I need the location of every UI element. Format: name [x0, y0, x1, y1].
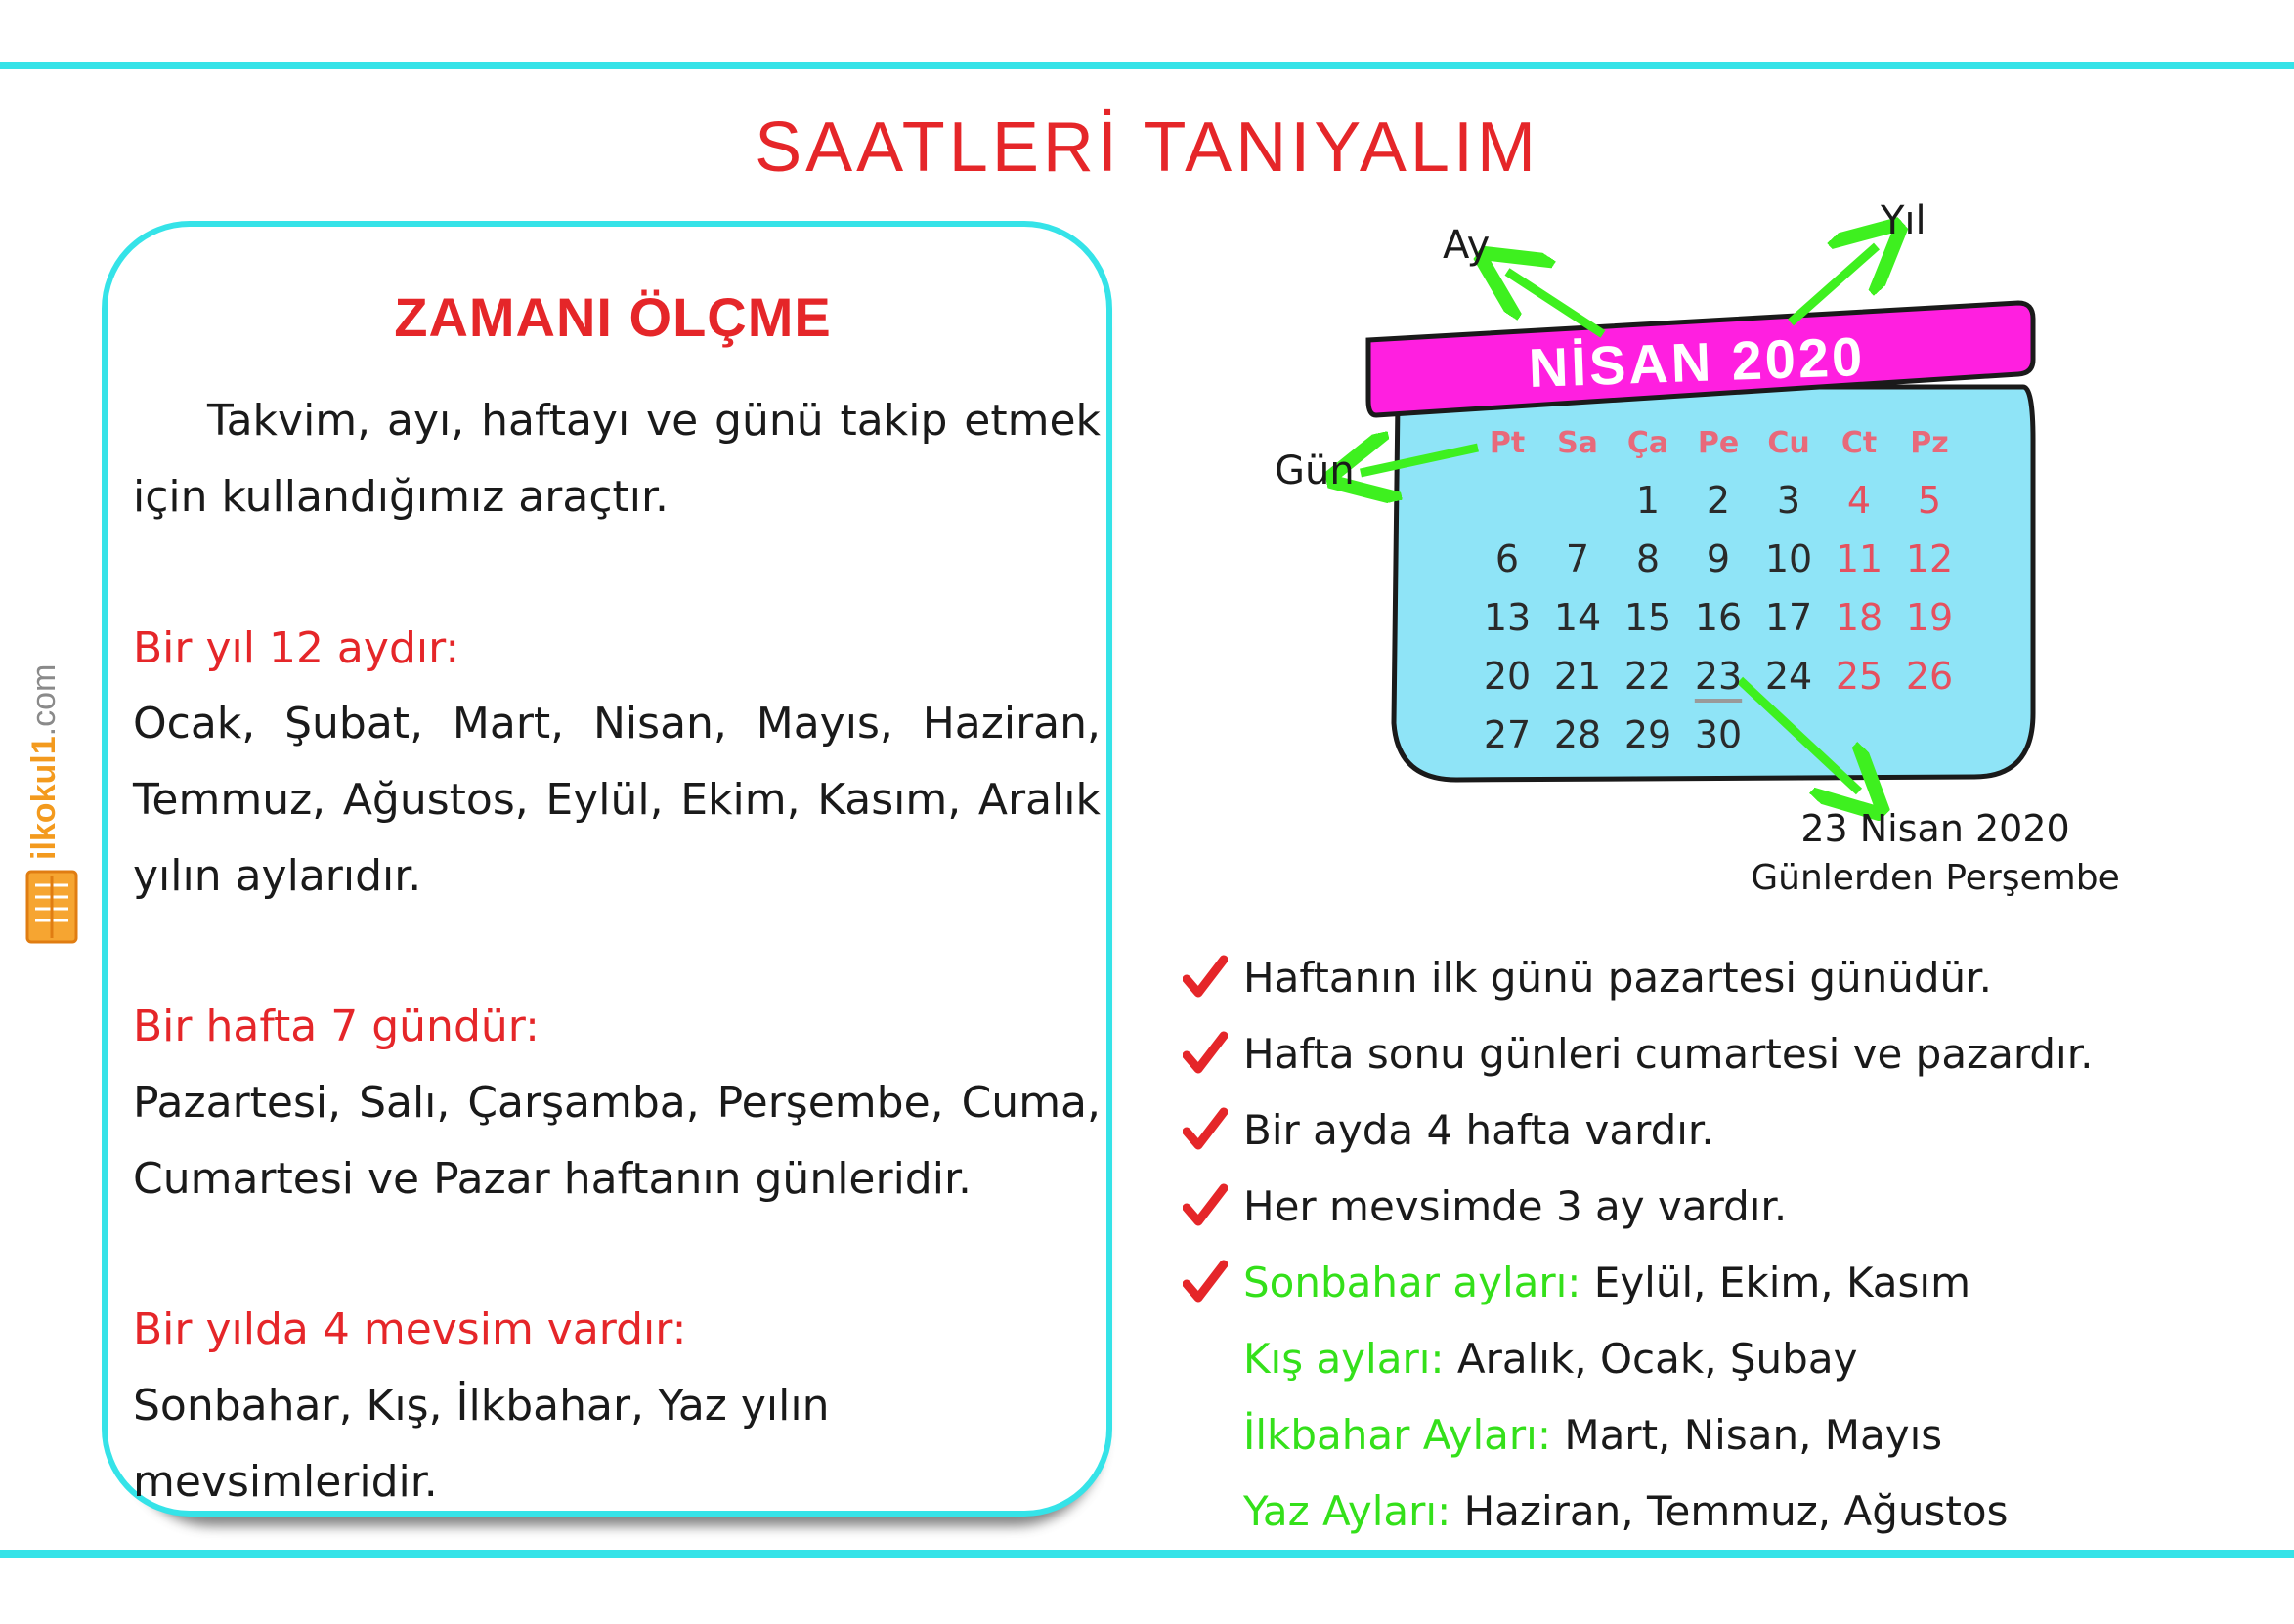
calendar-definition: Takvim, ayı, haftayı ve günü takip etmek için kullandığımız araçtır.	[133, 396, 1101, 522]
seasons-text: Sonbahar, Kış, İlkbahar, Yaz yılın mevsimleridir.	[133, 1381, 830, 1507]
day-cell: 24	[1764, 655, 1813, 698]
check-icon	[1183, 1182, 1228, 1229]
fact-item: Her mevsimde 3 ay vardır.	[1183, 1169, 2258, 1245]
day-cell: 25	[1835, 655, 1883, 698]
week-text: Pazartesi, Salı, Çarşamba, Perşembe, Cuma, Cumartesi ve Pazar haftanın günleridir.	[133, 1078, 1101, 1204]
fact-item-autumn: Sonbahar ayları: Eylül, Ekim, Kasım	[1183, 1245, 2258, 1321]
card-title: ZAMANI ÖLÇME	[394, 286, 832, 348]
day-cell: 14	[1553, 596, 1602, 639]
fact-item: Bir ayda 4 hafta vardır.	[1183, 1092, 2258, 1169]
empty-day-cell	[1472, 471, 1542, 530]
season-spring: İlkbahar Ayları: Mart, Nisan, Mayıs	[1243, 1411, 1943, 1459]
day-cell: 27	[1483, 713, 1532, 756]
day-cell: 1	[1635, 479, 1661, 522]
day-cell: 22	[1623, 655, 1672, 698]
weekday-header: Pt	[1489, 426, 1526, 460]
calendar-month-title: NİSAN 2020	[1527, 324, 1867, 399]
day-cell: 9	[1706, 537, 1731, 580]
autumn-label: Sonbahar ayları:	[1243, 1259, 1581, 1306]
check-icon	[1183, 1106, 1228, 1153]
day-label: Gün	[1275, 449, 1355, 493]
bottom-rule	[0, 1550, 2294, 1558]
book-logo-icon	[23, 868, 80, 946]
summer-label: Yaz Ayları:	[1243, 1487, 1451, 1535]
date-caption-line1: 23 Nisan 2020	[1800, 807, 2070, 850]
day-cell: 3	[1776, 479, 1801, 522]
empty-day-cell	[1894, 705, 1965, 764]
day-cell: 19	[1905, 596, 1954, 639]
day-cell: 12	[1905, 537, 1954, 580]
year-label: Yıl	[1881, 198, 1926, 243]
day-cell: 8	[1635, 537, 1661, 580]
weekday-header: Ça	[1626, 426, 1669, 460]
facts-list	[1183, 940, 2258, 1550]
months-text: Ocak, Şubat, Mart, Nisan, Mayıs, Haziran, Temmuz, Ağustos, Eylül, Ekim, Kasım, Aralık yılın aylarıdır.	[133, 699, 1101, 901]
fact-item: Haftanın ilk günü pazartesi günüdür.	[1183, 940, 2258, 1016]
calendar-grid	[1472, 416, 1954, 764]
day-cell: 5	[1917, 479, 1942, 522]
day-cell: 13	[1483, 596, 1532, 639]
page-title: SAATLERİ TANIYALIM	[755, 108, 1539, 187]
check-icon	[1183, 1030, 1228, 1077]
fact-item: Hafta sonu günleri cumartesi ve pazardır.	[1183, 1016, 2258, 1092]
day-cell: 11	[1835, 537, 1883, 580]
empty-day-cell	[1824, 705, 1894, 764]
season-winter: Kış ayları: Aralık, Ocak, Şubay	[1243, 1335, 1858, 1383]
check-icon	[1183, 1259, 1228, 1305]
day-cell: 4	[1846, 479, 1872, 522]
day-cell: 10	[1764, 537, 1813, 580]
day-cell: 21	[1553, 655, 1602, 698]
months-heading: Bir yıl 12 aydır:	[133, 623, 460, 673]
day-cell: 28	[1553, 713, 1602, 756]
day-cell: 23	[1694, 655, 1743, 698]
day-cell: 6	[1494, 537, 1520, 580]
season-summer: Yaz Ayları: Haziran, Temmuz, Ağustos	[1243, 1487, 2009, 1535]
winter-label: Kış ayları:	[1243, 1335, 1445, 1383]
month-label: Ay	[1443, 223, 1491, 268]
day-cell: 30	[1694, 713, 1743, 756]
weekday-header: Pz	[1910, 426, 1949, 460]
seasons-heading: Bir yılda 4 mevsim vardır:	[133, 1304, 687, 1354]
spring-label: İlkbahar Ayları:	[1243, 1411, 1551, 1459]
day-cell: 18	[1835, 596, 1883, 639]
check-icon	[1183, 954, 1228, 1001]
site-watermark	[18, 664, 96, 958]
top-rule	[0, 62, 2294, 69]
weekday-header: Sa	[1557, 426, 1598, 460]
day-cell: 17	[1764, 596, 1813, 639]
weekday-header: Ct	[1840, 426, 1878, 460]
weekday-header: Pe	[1697, 426, 1740, 460]
watermark-text: ilkokul1.com	[25, 663, 63, 860]
empty-day-cell	[1753, 705, 1824, 764]
weekday-header: Cu	[1767, 426, 1810, 460]
day-cell: 2	[1706, 479, 1731, 522]
day-cell: 20	[1483, 655, 1532, 698]
day-cell: 29	[1623, 713, 1672, 756]
day-cell: 26	[1905, 655, 1954, 698]
week-heading: Bir hafta 7 gündür:	[133, 1002, 540, 1051]
info-card	[102, 221, 1112, 1517]
date-caption-line2: Günlerden Perşembe	[1751, 858, 2120, 898]
empty-day-cell	[1542, 471, 1613, 530]
day-cell: 15	[1623, 596, 1672, 639]
day-cell: 16	[1694, 596, 1743, 639]
day-cell: 7	[1565, 537, 1590, 580]
